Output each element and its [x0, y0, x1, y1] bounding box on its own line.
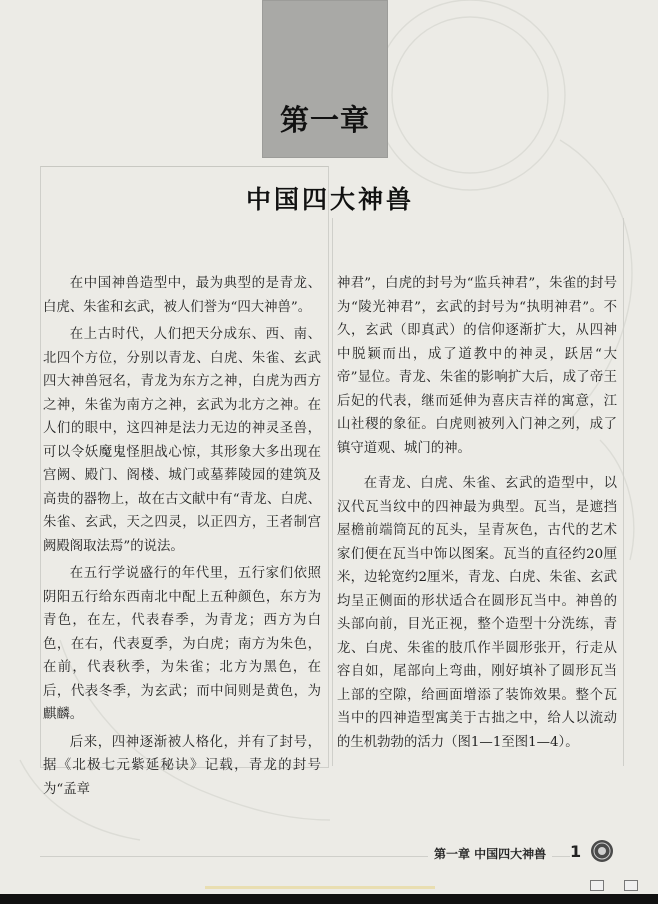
- medallion-icon: [590, 839, 614, 863]
- paragraph: 在中国神兽造型中，最为典型的是青龙、白虎、朱雀和玄武，被人们誉为“四大神兽”。: [43, 276, 321, 315]
- paragraph: 神君”，白虎的封号为“监兵神君”，朱雀的封号为“陵光神君”，玄武的封号为“执明神君”。不久，玄武（即真武）的信仰逐渐扩大，从四神中脱颖而出，成了道教中的神灵，跃居“大帝”显位。青龙、朱雀的影响扩大后，成了帝王后妃的代表，继而延伸为喜庆吉祥的寓意，江山社稷的象征。白虎则被列入门神之列，成了镇守道观、城门的神。: [337, 276, 617, 456]
- decor-bar: [205, 886, 435, 889]
- page-footer: [0, 842, 658, 870]
- chapter-title: 第一章: [279, 103, 370, 137]
- page-number: 1: [570, 842, 582, 861]
- paragraph: 在上古时代，人们把天分成东、西、南、北四个方位，分别以青龙、白虎、朱雀、玄武四大神兽冠名，青龙为东方之神，白虎为西方之神，朱雀为南方之神，玄武为北方之神。在人们的眼中，这四神是法力无边的神灵圣兽，可以令妖魔鬼怪胆战心惊，其形象大多出现在宫阙、殿门、阁楼、城门或墓葬陵园的建筑及高贵的器物上，故在古文献中有“青龙、白虎、朱雀、玄武，天之四灵，以正四方，王者制宫阙殿阁取法焉”的说法。: [43, 327, 321, 554]
- left-text-column: [43, 272, 321, 801]
- right-text-column: [337, 272, 617, 754]
- minimize-icon[interactable]: [590, 880, 604, 891]
- viewer-status-bar: [0, 894, 658, 904]
- paragraph: 后来，四神逐渐被人格化，并有了封号，据《北极七元紫延秘诀》记载，青龙的封号为“孟章: [43, 734, 321, 797]
- restore-icon[interactable]: [624, 880, 638, 891]
- paragraph: 在五行学说盛行的年代里，五行家们依照阴阳五行给东西南北中配上五种颜色，东方为青色，在左，代表春季，为青龙；西方为白色，在右，代表夏季，为白虎；南方为朱色，在前，代表秋季，为朱雀；北方为黑色，在后，代表冬季，为玄武；而中间则是黄色，为麒麟。: [43, 566, 321, 722]
- running-title: 第一章 中国四大神兽: [428, 845, 552, 862]
- paragraph: 在青龙、白虎、朱雀、玄武的造型中，以汉代瓦当纹中的四神最为典型。瓦当，是遮挡屋檐前端筒瓦的瓦头，呈青灰色，古代的艺术家们便在瓦当中饰以图案。瓦当的直径约20厘米，边轮宽约2厘米，青龙、白虎、朱雀、玄武均呈正侧面的形状适合在圆形瓦当中。神兽的头部向前，目光正视，整个造型十分洗练，青龙、白虎、朱雀的肢爪作半圆形张开，行走从容自如，尾部向上弯曲，刚好填补了圆形瓦当上部的空隙，给画面增添了装饰效果。整个瓦当中的四神造型寓美于古拙之中，给人以流动的生机勃勃的活力（图1—1至图1—4）。: [337, 476, 617, 750]
- section-title: 中国四大神兽: [245, 185, 414, 214]
